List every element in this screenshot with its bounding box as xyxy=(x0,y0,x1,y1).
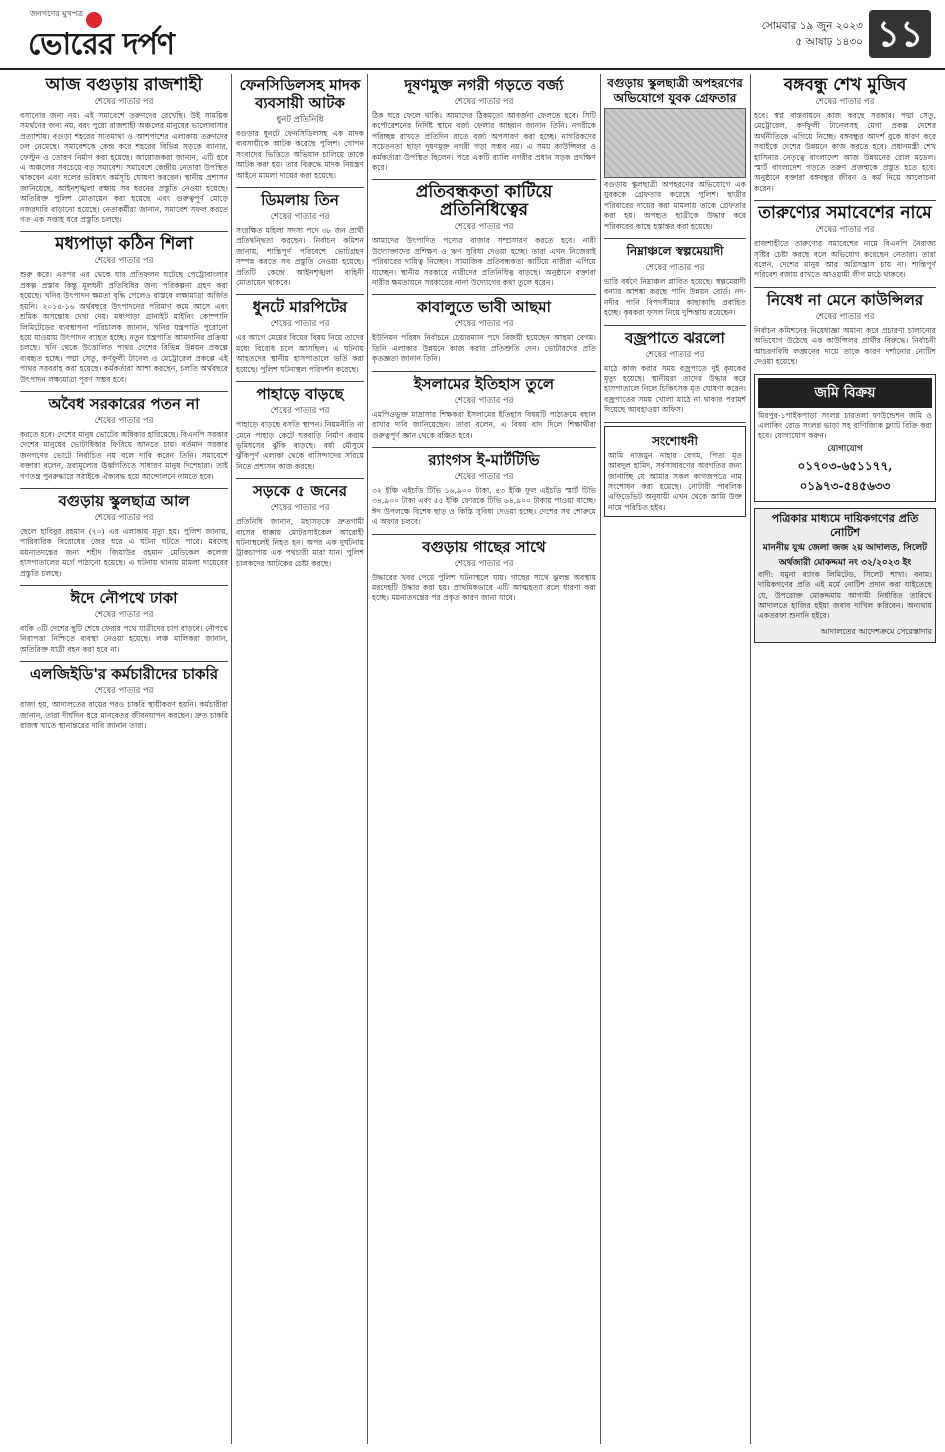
headline: ঈদে নৌপথে ঢাকা xyxy=(70,589,178,607)
notice-headline: পত্রিকার মাধ্যমে দায়িকগণের প্রতি নোটিশ xyxy=(771,511,919,539)
column-divider xyxy=(600,74,601,1444)
story-dushon xyxy=(372,76,596,173)
story-body: এমপিওভুক্ত মাদ্রাসার শিক্ষকরা ইসলামের ইতিহাস বিষয়টি পাঠ্যক্রমে বহাল রাখার দাবি জানিয়েছেন। তারা বলেন, এ বিষয় বাদ দিলে শিক্ষার্থীরা গুরুত্বপূর্ণ জ্ঞান থেকে বঞ্চিত হবে। xyxy=(372,409,596,440)
headline: বগুড়ায় গাছের সাথে xyxy=(422,537,546,556)
column-4 xyxy=(604,74,746,1446)
divider xyxy=(20,488,228,489)
contact-label: যোগাযোগ xyxy=(827,443,863,454)
headline: অবৈধ সরকারের পতন না xyxy=(48,394,200,413)
story-body: বাকি ৩টি দেশের ছুটি শেষে ফেরার পথে যাত্রীদের চাপ বাড়বে। নৌপথে নিরাপত্তা নিশ্চিতে ব্যবস্থা নেওয়া হয়েছে। লঞ্চ মালিকরা জানান, অতিরিক্ত যাত্রী বহন করা হবে না। xyxy=(20,624,228,654)
story-body: রাজা হয়, আদালতের রায়ের পরও চাকরি স্থায়ীকরণ হয়নি। কর্মচারীরা জানান, তারা দীর্ঘদিন ধরে মানবেতর জীবনযাপন করছেন। দ্রুত চাকরি রাজস্ব খাতে স্থানান্তরের দাবি জানান তারা। xyxy=(20,700,228,731)
column-divider xyxy=(750,74,751,1444)
story-madhyapara xyxy=(20,235,228,384)
column-1 xyxy=(20,74,228,1446)
story-bojropat xyxy=(604,329,746,416)
kicker: শেষের পাতার পর xyxy=(454,222,514,233)
kicker: শেষের পাতার পর xyxy=(454,319,514,330)
story-body: উদ্ধারের খবর পেয়ে পুলিশ ঘটনাস্থলে যায়। গাছের সাথে ঝুলন্ত অবস্থায় মরদেহটি উদ্ধার করা হয়। প্রাথমিকভাবে এটি আত্মহত্যা বলে ধারণা করা হচ্ছে। ময়নাতদন্তের পর প্রকৃত কারণ জানা যাবে। xyxy=(372,572,596,603)
kicker: শেষের পাতার পর xyxy=(94,256,154,267)
story-nimbhumi xyxy=(604,242,746,319)
story-body: ভারি বর্ষণে নিম্নাঞ্চল প্লাবিত হয়েছে। স্বল্পমেয়াদী বন্যার আশঙ্কা করছে পানি উন্নয়ন বোর্ড। নদ-নদীর পানি বিপদসীমার কাছাকাছি প্রবাহিত হচ্ছে। কৃষকরা ফসল নিয়ে দুশ্চিন্তায় রয়েছেন। xyxy=(604,277,746,318)
story-body: রাজশাহীতে তারুণ্যের সমাবেশের নামে বিএনপি নৈরাজ্য সৃষ্টির চেষ্টা করছে বলে অভিযোগ করেছেন নেতারা। তারা বলেন, দেশের মানুষ আর অগ্নিসন্ত্রাস চায় না। শান্তিপূর্ণ পরিবেশ বজায় রাখতে আওয়ামী লীগ মাঠে থাকবে। xyxy=(754,239,936,280)
divider xyxy=(604,422,746,423)
headline: ইসলামের ইতিহাস তুলে xyxy=(413,374,555,393)
story-body: বগুড়ার ধুনটে ফেনসিডিলসহ এক মাদক ব্যবসায়ীকে আটক করেছে পুলিশ। গোপন সংবাদের ভিত্তিতে অভিযান চালিয়ে তাকে আটক করা হয়। তার বিরুদ্ধে মাদক নিয়ন্ত্রণ আইনে মামলা দায়ের করা হয়েছে। xyxy=(236,129,364,180)
kicker: শেষের পাতার পর xyxy=(645,349,705,360)
story-pahar xyxy=(236,385,364,472)
kicker: শেষের পাতার পর xyxy=(94,686,154,697)
story-body: বসানোর জন্য নয়। এই সমাবেশে তরুণদের রেখেছি। উই সাময়িক সমর্থনের জন্য নয়, বরং পুরো রাজশাহী অঞ্চলের মানুষের ভালোবাসার প্রত্যাশায়। বগুড়া শহরের সাতমাথা ও আশপাশের এলাকায় তরুণদের ঢল নেমেছে। সমাবেশকে কেন্দ্র করে শহরের বিভিন্ন সড়কে ব্যানার, ফেস্টুন ও তোরণ নির্মাণ করা হয়েছে। আয়োজকরা জানান, এটি হবে এ অঞ্চলের সবচেয়ে বড় সমাবেশ। সমাবেশে কেন্দ্রীয় নেতারা উপস্থিত থাকবেন এবং দলের ভবিষ্যৎ কর্মসূচি ঘোষণা করবেন। স্থানীয় প্রশাসন জানিয়েছে, আইনশৃঙ্খলা রক্ষায় সব ধরনের প্রস্তুতি নেওয়া হয়েছে। অতিরিক্ত পুলিশ মোতায়েন করা হয়েছে এবং গুরুত্বপূর্ণ মোড়ে নজরদারি বাড়ানো হয়েছে। নেতাকর্মীরা জানান, সমাবেশ সফল করতে গত এক সপ্তাহ ধরে প্রস্তুতি চলছে। xyxy=(20,111,228,225)
story-body: এর আগে মেয়ের বিয়ের বিষয় নিয়ে তাদের মধ্যে বিরোধ চলে আসছিল। এ ঘটনায় আহতদের স্থানীয় হাসপাতালে ভর্তি করা হয়েছে। পুলিশ ঘটনাস্থল পরিদর্শন করেছে। xyxy=(236,333,364,374)
kicker: শেষের পাতার পর xyxy=(94,512,154,523)
column-3 xyxy=(372,74,596,1446)
case-number: অর্থজারী মোকদ্দমা নং ৩২/২০২৩ ইং xyxy=(778,557,912,568)
story-council xyxy=(754,291,936,368)
story-school xyxy=(20,492,228,579)
story-body: ছেলে হাবিবুর রহমান (৭০) এর এলাকায় মৃত্যু হয়। পুলিশ জানায়, পারিবারিক বিরোধের জের ধরে এ ঘটনা ঘটতে পারে। মরদেহ ময়নাতদন্তের জন্য শহীদ জিয়াউর রহমান মেডিকেল কলেজ হাসপাতালের মর্গে পাঠানো হয়েছে। এ ঘটনায় থানায় মামলা দায়েরের প্রস্তুতি চলছে। xyxy=(20,526,228,578)
story-body: করতে হবে। দেশের মানুষ ভোটের অধিকার হারিয়েছে। বিএনপি সরকার দেশের মানুষের ভোটাধিকার ফিরিয়ে আনতে চায়। বর্তমান সরকার জনগণের ভোটে নির্বাচিত নয় বলে দাবি করেন তিনি। সমাবেশে বক্তারা বলেন, দ্রব্যমূল্যের ঊর্ধ্বগতিতে সাধারণ মানুষ দিশেহারা। তাই গণতন্ত্র পুনরুদ্ধারে সবাইকে ঐক্যবদ্ধ হয়ে আন্দোলনে নামতে হবে। xyxy=(20,429,228,481)
story-body: শুরু করে। এরপর এর থেকে যার প্রতিফলন ঘটেছে পেট্রোবাংলার প্রকল্প প্রস্তাব কিন্তু মূলধনী প্রতিবিধির জন্য পরিকল্পনা গ্রহণ করা হয়েছে। খনির উৎপাদন ক্ষমতা বৃদ্ধি পেলেও বাস্তবে লক্ষ্যমাত্রা অর্জিত হয়নি। ২০১৫-১৬ অর্থবছরে উৎপাদনের পরিমাণ কমে আসে এবং শ্রমিক অসন্তোষ দেখা দেয়। মধ্যপাড়া গ্রানাইট মাইনিং কোম্পানি লিমিটেডের ব্যবস্থাপনা পরিচালক জানান, খনির যন্ত্রপাতি পুরোনো হয়ে যাওয়ায় উৎপাদন ব্যাহত হচ্ছে। নতুন যন্ত্রপাতি আমদানির প্রক্রিয়া চলছে। খনি থেকে উত্তোলিত পাথর দেশের বিভিন্ন উন্নয়ন প্রকল্পে ব্যবহৃত হচ্ছে। পদ্মা সেতু, কর্ণফুলী টানেল ও মেট্রোরেল প্রকল্পে এই পাথর সরবরাহ করা হয়েছে। কর্মকর্তারা আশা করছেন, চলতি অর্থবছরে উৎপাদন লক্ষ্যমাত্রা পূরণ সম্ভব হবে। xyxy=(20,270,228,384)
story-bangabandhu xyxy=(754,76,936,194)
divider xyxy=(372,447,596,448)
story-eid xyxy=(20,589,228,655)
correction-notice xyxy=(604,426,746,517)
story-body: হবে। স্বপ্ন বাস্তবায়নে কাজ করছে সরকার। পদ্মা সেতু, মেট্রোরেল, কর্ণফুলী টানেলসহ মেগা প্রকল্প দেশের অর্থনীতিকে এগিয়ে নিচ্ছে। বঙ্গবন্ধুর আদর্শ বুকে ধারণ করে সবাইকে দেশের উন্নয়নে কাজ করতে হবে। প্রধানমন্ত্রী শেখ হাসিনার নেতৃত্বে বাংলাদেশ আজ উন্নয়নের রোল মডেল। স্মার্ট বাংলাদেশ গড়তে তরুণ প্রজন্মকে প্রস্তুত হতে হবে। অনুষ্ঠানে বক্তারা বঙ্গবন্ধুর জীবন ও কর্ম নিয়ে আলোচনা করেন। xyxy=(754,111,936,193)
kicker: ধুনট প্রতিনিধি xyxy=(276,115,324,125)
column-divider xyxy=(367,74,368,1444)
headline: কাবালুতে ভাবী আছমা xyxy=(417,298,551,317)
land-sale-ad xyxy=(754,374,936,502)
kicker: শেষের পাতার পর xyxy=(270,319,330,330)
headline: প্রতিবন্ধকতা কাটিয়ে প্রতিনিধিত্বের xyxy=(415,182,553,221)
headline: নিষেধ না মেনে কাউন্সিলর xyxy=(766,290,924,309)
story-body: পাহাড়ে বাড়ছে বসতি স্থাপন। নিয়মনীতি না মেনে পাহাড় কেটে ঘরবাড়ি নির্মাণ করায় ভূমিধসের ঝুঁকি বাড়ছে। বর্ষা মৌসুমে ঝুঁকিপূর্ণ এলাকা থেকে বাসিন্দাদের সরিয়ে নিতে প্রশাসন কাজ করছে। xyxy=(236,420,364,471)
kicker: শেষের পাতার পর xyxy=(270,503,330,514)
divider xyxy=(20,391,228,392)
story-body: মাঠে কাজ করার সময় বজ্রপাতে দুই কৃষকের মৃত্যু হয়েছে। স্থানীয়রা তাদের উদ্ধার করে হাসপাতালে নিলে চিকিৎসক মৃত ঘোষণা করেন। বজ্রপাতের সময় খোলা মাঠে না থাকার পরামর্শ দিয়েছে আবহাওয়া অফিস। xyxy=(604,363,746,415)
headline: ডিমলায় তিন xyxy=(261,191,339,210)
story-abduction xyxy=(604,76,746,232)
story-protibondhokota xyxy=(372,183,596,288)
logo-title: ভোরের দর্পণ xyxy=(28,27,174,62)
contact-phone: ০১৭০৩-৬৫১১৭৭, ০১৯৭৩-৫৪৫৬৩৩ xyxy=(797,458,893,493)
logo-tagline: জনগণের মুখপত্র xyxy=(30,9,84,18)
story-body: প্রতিনিধি জানান, মহাসড়কে দ্রুতগামী বাসের ধাক্কায় মোটরসাইকেল আরোহী ঘটনাস্থলেই নিহত হন। অপর এক দুর্ঘটনায় ট্রাকচাপায় এক পথচারী মারা যান। পুলিশ চালকদের আটকের চেষ্টা করছে। xyxy=(236,517,364,568)
story-body: নির্বাচন কমিশনের নিষেধাজ্ঞা অমান্য করে প্রচারণা চালানোর অভিযোগ উঠেছে এক কাউন্সিলর প্রার্থীর বিরুদ্ধে। নির্বাচনী আচরণবিধি লঙ্ঘনের দায়ে তাকে কারণ দর্শানোর নোটিশ দেওয়া হয়েছে। xyxy=(754,325,936,367)
kicker: শেষের পাতার পর xyxy=(94,610,154,620)
story-road xyxy=(236,482,364,569)
story-body: বগুড়ায় স্কুলছাত্রী অপহরণের অভিযোগে এক যুবককে গ্রেফতার করেছে পুলিশ। ছাত্রীর পরিবারের দায়ের করা মামলায় তাকে গ্রেফতার করা হয়। অপহৃত ছাত্রীকে উদ্ধার করে পরিবারের কাছে হস্তান্তর করা হয়েছে। xyxy=(604,180,746,231)
kicker: শেষের পাতার পর xyxy=(815,311,875,322)
story-body: ঠিক ঘরে ফেলে থাকি। আমাদের ঠিকমতো আবর্জনা ফেলতে হবে। সিটি কর্পোরেশনের নির্দিষ্ট স্থানে বর্জ্য ফেলার আহ্বান জানান তিনি। নগরীকে পরিচ্ছন্ন রাখতে প্রতিদিন রাতে বর্জ্য অপসারণ করা হচ্ছে। নাগরিকদের সচেতনতা ছাড়া দূষণমুক্ত নগরী গড়া সম্ভব নয়। এ সময় কাউন্সিলর ও কর্মকর্তারা উপস্থিত ছিলেন। পরে একটি র‍্যালি নগরীর প্রধান সড়ক প্রদক্ষিণ করে। xyxy=(372,111,596,173)
divider xyxy=(372,294,596,295)
court-notice xyxy=(754,508,936,643)
date-bengali: ৫ আষাঢ় ১৪৩০ xyxy=(795,36,863,48)
divider xyxy=(20,661,228,662)
story-fensidil xyxy=(236,76,364,181)
headline: মধ্যপাড়া কঠিন শিলা xyxy=(55,234,193,255)
column-2 xyxy=(236,74,364,1446)
divider xyxy=(604,238,746,239)
story-dimla xyxy=(236,191,364,288)
news-photo xyxy=(604,108,746,178)
headline: আজ বগুড়ায় রাজশাহী xyxy=(45,75,203,95)
kicker: শেষের পাতার পর xyxy=(270,212,330,223)
story-body: ৩২ ইঞ্চি এইচডি টিভি ১৬,৯০০ টাকা, ৪৩ ইঞ্চি ফুল এইচডি স্মার্ট টিভি ৩৪,৯০০ টাকা এবং ৫৫ ইঞ্চি ফোরকে টিভি ৬৪,৯০০ টাকায় পাওয়া যাচ্ছে। ঈদ উপলক্ষে বিশেষ ছাড় ও কিস্তি সুবিধা দেওয়া হচ্ছে। দেশের সব শোরুমে এ অফার চলবে। xyxy=(372,485,596,527)
kicker: শেষের পাতার পর xyxy=(94,415,154,426)
headline: এলজিইডি'র কর্মচারীদের চাকরি xyxy=(29,665,219,684)
headline: বগুড়ায় স্কুলছাত্রী অপহরণের অভিযোগে যুবক গ্রেফতার xyxy=(607,76,743,105)
headline: পাহাড়ে বাড়ছে xyxy=(256,385,344,404)
court-name: মাননীয় যুগ্ম জেলা জজ ২য় আদালত, সিলেট xyxy=(762,542,928,553)
headline: সড়কে ৫ জনের xyxy=(253,482,347,501)
kicker: শেষের পাতার পর xyxy=(454,97,514,107)
story-lged xyxy=(20,665,228,731)
headline: র‍্যাংগস ই-মার্টটিভি xyxy=(428,450,540,469)
column-divider xyxy=(231,74,232,1444)
issue-date xyxy=(673,18,863,50)
divider xyxy=(236,478,364,479)
ad-body: মিরপুর-১পাইকপাড়া সংলগ্ন চারতলা ফাউন্ডেশন জমি ও এলাকিং রোড সংলগ্ন ভাড়া সহ বাণিজ্যিক ফ্ল্যাট বিক্রি করা হবে। যোগাযোগ করুন। xyxy=(758,410,932,441)
headline: ফেনসিডিলসহ মাদক ব্যবসায়ী আটক xyxy=(239,76,361,112)
divider xyxy=(754,287,936,288)
story-body: আমাদের উৎপাদিত পণ্যের বাজার সম্প্রসারণ করতে হবে। নারী উদ্যোক্তাদের প্রশিক্ষণ ও ঋণ সুবিধা দেওয়া হচ্ছে। তারা এখন নিজেরাই পরিবারের দায়িত্ব নিচ্ছেন। সামাজিক প্রতিবন্ধকতা কাটিয়ে নারীরা এগিয়ে যাচ্ছেন। স্থানীয় সরকারে নারীদের প্রতিনিধিত্ব বাড়ছে। অনুষ্ঠানে বক্তারা নারীর ক্ষমতায়নে সরকারের নানা উদ্যোগের কথা তুলে ধরেন। xyxy=(372,236,596,288)
headline: বজ্রপাতে ঝরলো xyxy=(625,328,725,347)
story-tarunya xyxy=(754,204,936,281)
kicker: শেষের পাতার পর xyxy=(645,263,705,274)
notice-signoff: আদালতের আদেশক্রমে সেরেস্তাদার xyxy=(820,626,932,636)
divider xyxy=(236,381,364,382)
date-gregorian: সোমবার ১৯ জুন ২০২৩ xyxy=(761,20,863,32)
story-bogura-tree xyxy=(372,538,596,604)
divider xyxy=(372,534,596,535)
divider xyxy=(20,585,228,586)
divider xyxy=(604,325,746,326)
story-body: সংরক্ষিত মহিলা সদস্য পদে ৩৮ জন প্রার্থী প্রতিদ্বন্দ্বিতা করছেন। নির্বাচন কমিশন জানায়, শান্তিপূর্ণ পরিবেশে ভোটগ্রহণ সম্পন্ন করতে সব প্রস্তুতি নেওয়া হয়েছে। প্রতিটি কেন্দ্রে আইনশৃঙ্খলা বাহিনী মোতায়েন থাকবে। xyxy=(236,226,364,288)
divider xyxy=(372,371,596,372)
divider xyxy=(236,294,364,295)
headline: নিম্নাঞ্চলে স্বল্পমেয়াদী xyxy=(626,244,724,259)
divider xyxy=(372,179,596,180)
masthead xyxy=(0,0,945,70)
kicker: শেষের পাতার পর xyxy=(454,395,514,406)
divider xyxy=(236,187,364,188)
story-govt-fall xyxy=(20,395,228,482)
kicker: শেষের পাতার পর xyxy=(815,225,875,236)
notice-body: আমি নাজমুন নাহার বেগম, পিতা মৃত আবদুল হামিদ, সর্বসাধারণের অবগতির জন্য জানাচ্ছি যে আমার সকল কাগজপত্রে নাম সংশোধন করা হয়েছে। নোটারী পাবলিক এফিডেভিট অনুযায়ী এখন থেকে আমি উক্ত নামে পরিচিত হইব। xyxy=(608,450,742,512)
headline: তারুণ্যের সমাবেশের নামে xyxy=(758,203,932,224)
page-number: ১১ xyxy=(869,10,931,58)
headline: সংশোধনী xyxy=(652,433,698,448)
ad-title: জমি বিক্রয় xyxy=(758,378,932,408)
headline: দূষণমুক্ত নগরী গড়তে বর্জ্য xyxy=(404,76,564,94)
newspaper-logo xyxy=(28,8,178,60)
headline: বঙ্গবন্ধু শেখ মুজিব xyxy=(783,75,907,95)
notice-body: বাদী: যমুনা ব্যাংক লিমিটেড, সিলেট শাখা। বনাম। দায়িকগণের প্রতি এই মর্মে নোটিশ প্রদান করা যাইতেছে যে, উপরোক্ত মোকদ্দমায় আগামী নির্ধারিত তারিখে আদালতে হাজির হইয়া জবাব দাখিল করিবেন। অন্যথায় একতরফা শুনানি হইবে। xyxy=(758,569,932,621)
kicker: শেষের পাতার পর xyxy=(454,471,514,482)
kicker: শেষের পাতার পর xyxy=(94,97,154,107)
kicker: শেষের পাতার পর xyxy=(815,97,875,107)
headline: ধুনটে মারপিটের xyxy=(252,298,348,317)
story-rangs xyxy=(372,451,596,528)
divider xyxy=(20,231,228,232)
divider xyxy=(754,200,936,201)
story-kabalute xyxy=(372,298,596,364)
kicker: শেষের পাতার পর xyxy=(270,406,330,417)
headline: বগুড়ায় স্কুলছাত্র আল xyxy=(58,491,190,510)
kicker: শেষের পাতার পর xyxy=(454,558,514,569)
story-islam xyxy=(372,375,596,441)
story-dhunot xyxy=(236,298,364,375)
story-body: ইউনিয়ন পরিষদ নির্বাচনে চেয়ারম্যান পদে বিজয়ী হয়েছেন আছমা বেগম। তিনি এলাকার উন্নয়নে কাজ করার প্রতিশ্রুতি দেন। ভোটারদের প্রতি কৃতজ্ঞতা জানান তিনি। xyxy=(372,333,596,364)
column-5 xyxy=(754,74,936,1446)
story-rajshahi xyxy=(20,76,228,225)
